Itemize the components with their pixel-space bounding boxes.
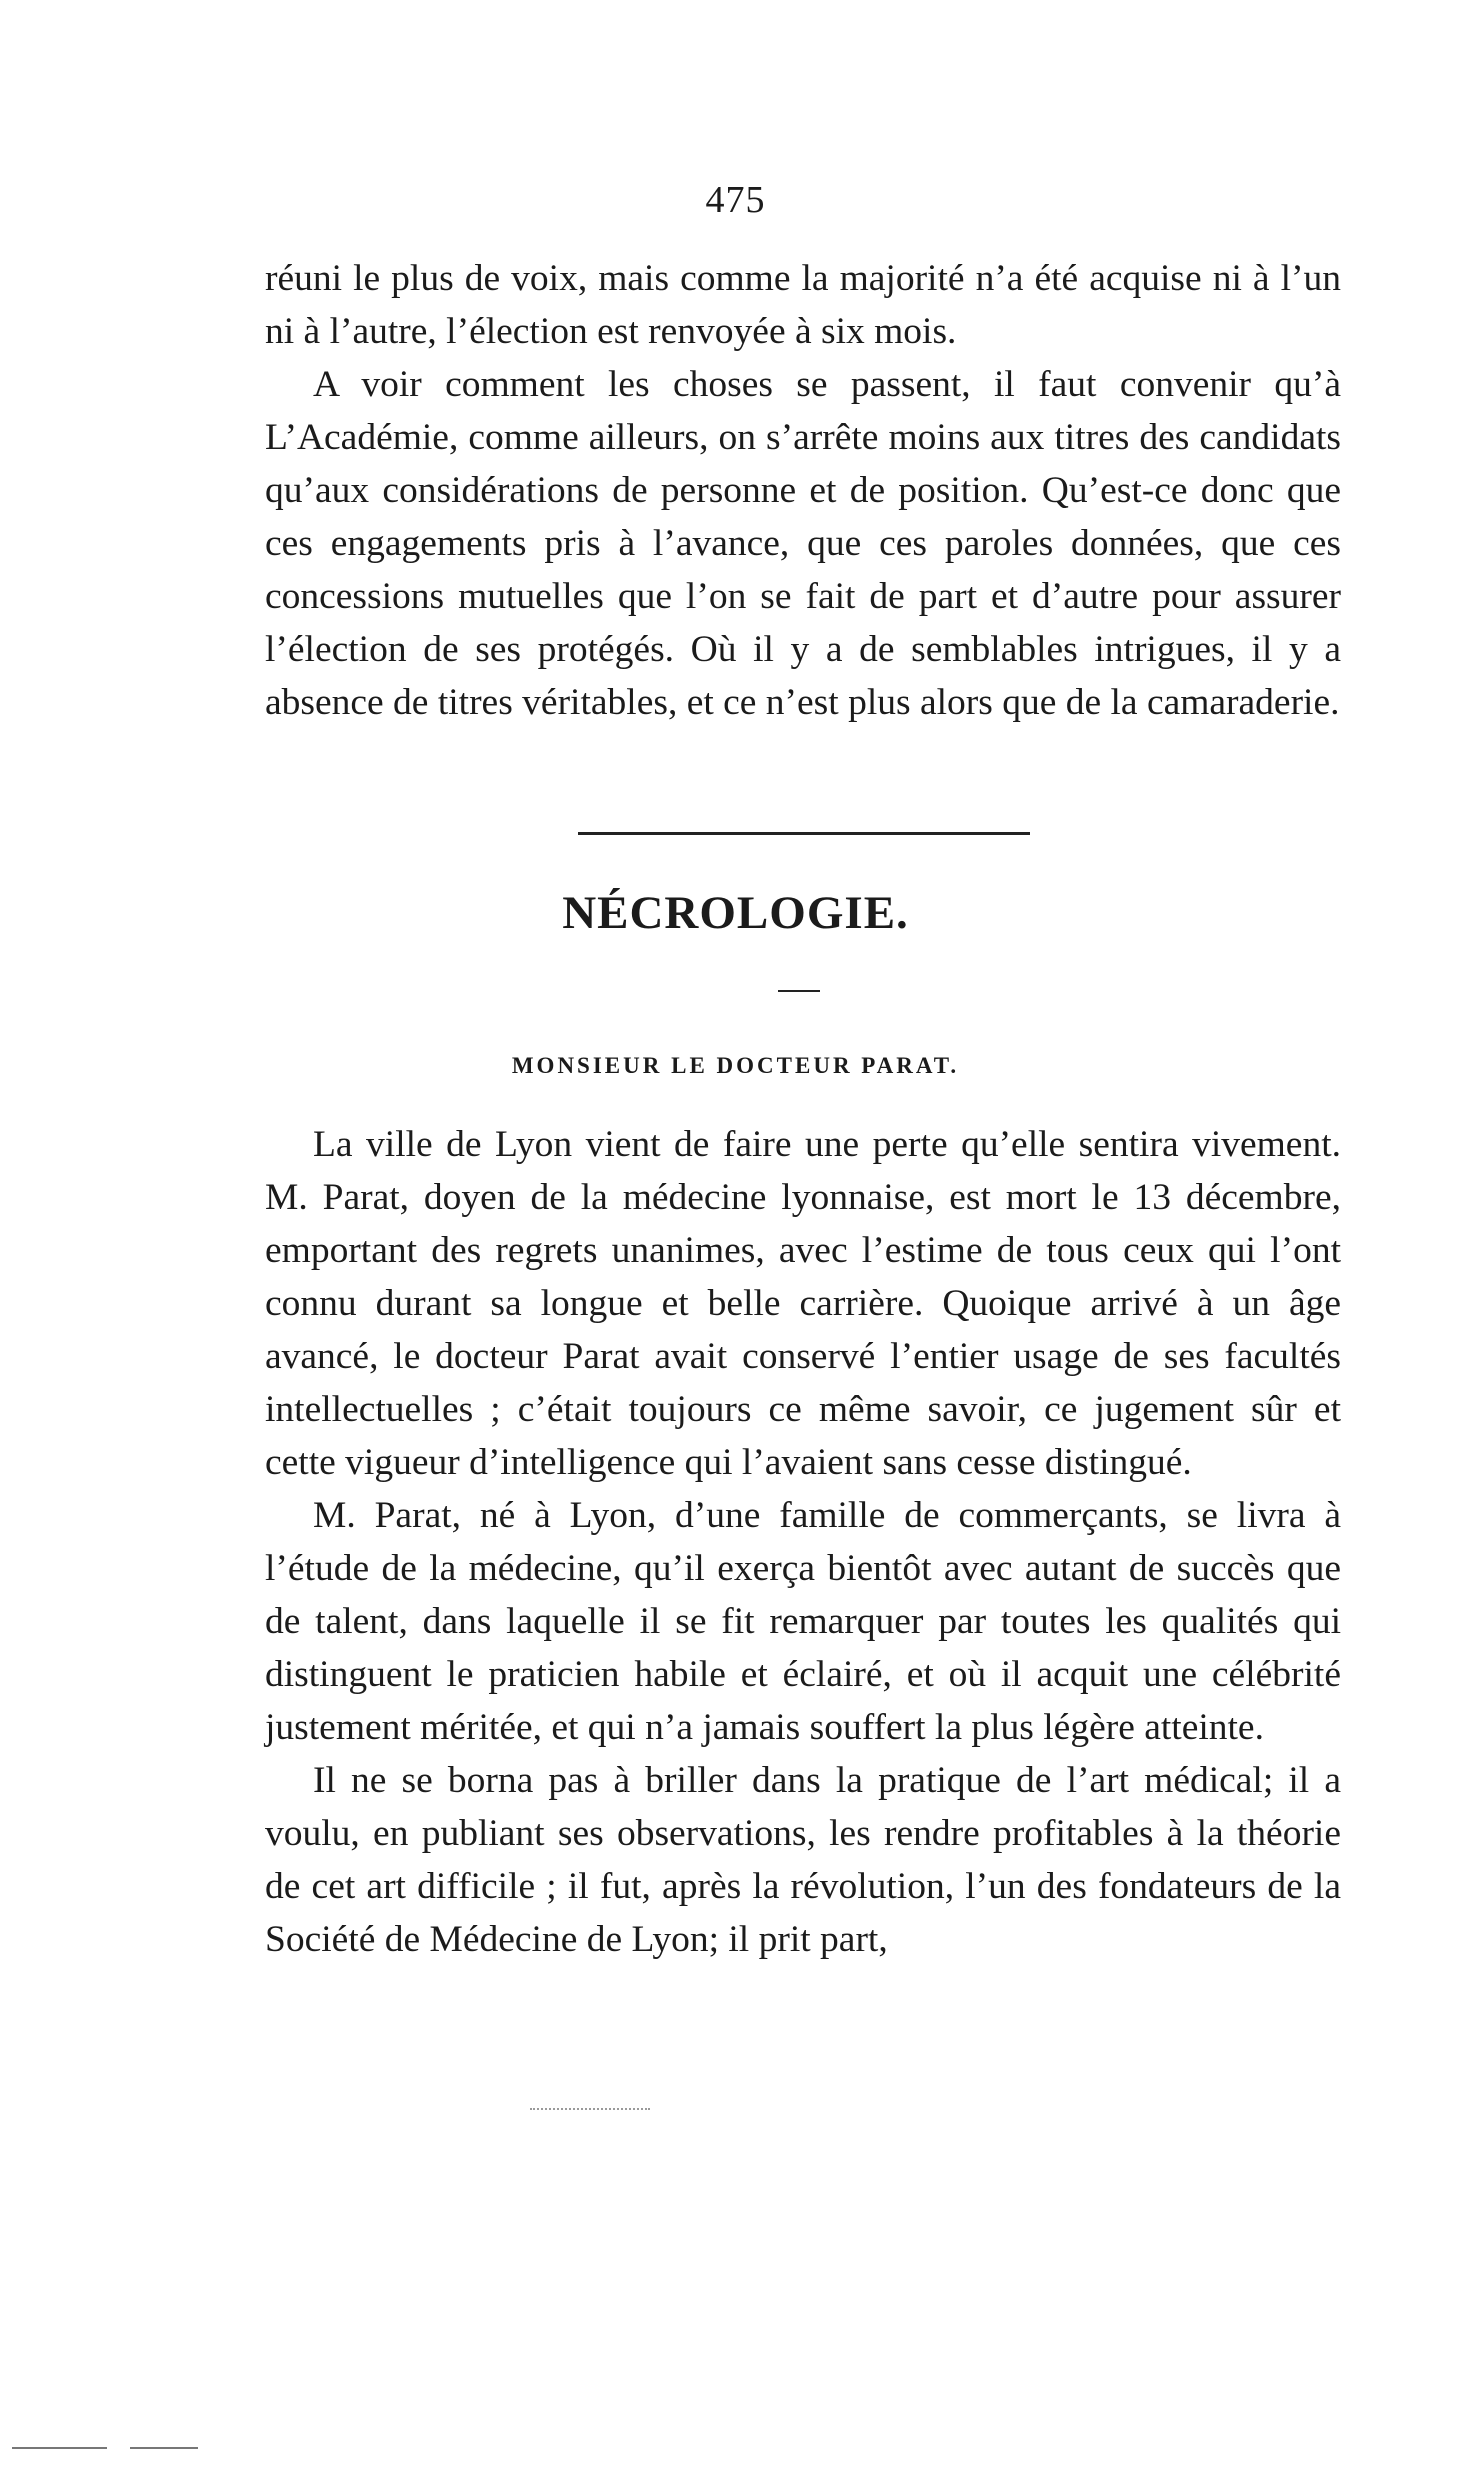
obituary-text-block	[265, 1118, 1341, 1966]
corner-rule-left	[12, 2447, 107, 2449]
obituary-paragraph-2: M. Parat, né à Lyon, d’une famille de commerçants, se livra à l’étude de la médecine, qu’il exerça bientôt avec autant de succès que de talent, dans laquelle il se fit remarquer par toutes les qualités qui distinguent le praticien habile et éclairé, et où il acquit une célébrité justement méritée, et qui n’a jamais souffert la plus légère atteinte.	[265, 1495, 1341, 1748]
top-text-block	[265, 252, 1341, 729]
corner-rule-right	[130, 2447, 198, 2449]
commentary-paragraph: A voir comment les choses se passent, il faut convenir qu’à L’Académie, comme ailleurs, on s’arrête moins aux titres des candidats qu’aux considérations de personne et de position. Qu’est-ce donc que ces engagements pris à l’avance, que ces paroles données, que ces concessions mutuelles que l’on se fait de part et d’autre pour assurer l’élection de ses protégés. Où il y a de semblables intrigues, il y a absence de titres véritables, et ce n’est plus alors que de la camaraderie.	[265, 364, 1341, 723]
section-divider-rule	[578, 832, 1030, 835]
section-subtitle: MONSIEUR LE DOCTEUR PARAT.	[511, 1053, 960, 1078]
intro-paragraph: réuni le plus de voix, mais comme la majorité n’a été acquise ni à l’un ni à l’autre, l’élection est renvoyée à six mois.	[265, 258, 1341, 352]
obituary-paragraph-1: La ville de Lyon vient de faire une perte qu’elle sentira vivement. M. Parat, doyen de la médecine lyonnaise, est mort le 13 décembre, emportant des regrets unanimes, avec l’estime de tous ceux qui l’ont connu durant sa longue et belle carrière. Quoique arrivé à un âge avancé, le docteur Parat avait conservé l’entier usage de ses facultés intellectuelles ; c’était toujours ce même savoir, ce jugement sûr et cette vigueur d’intelligence qui l’avaient sans cesse distingué.	[265, 1124, 1341, 1483]
bottom-dotted-rule	[530, 2108, 650, 2110]
title-short-rule	[778, 990, 820, 992]
page-number: 475	[705, 179, 766, 221]
section-title: NÉCROLOGIE.	[562, 887, 909, 939]
obituary-paragraph-3: Il ne se borna pas à briller dans la pratique de l’art médical; il a voulu, en publiant ses observations, les rendre profitables à la théorie de cet art difficile ; il fut, après la révolution, l’un des fondateurs de la Société de Médecine de Lyon; il prit part,	[265, 1760, 1341, 1960]
